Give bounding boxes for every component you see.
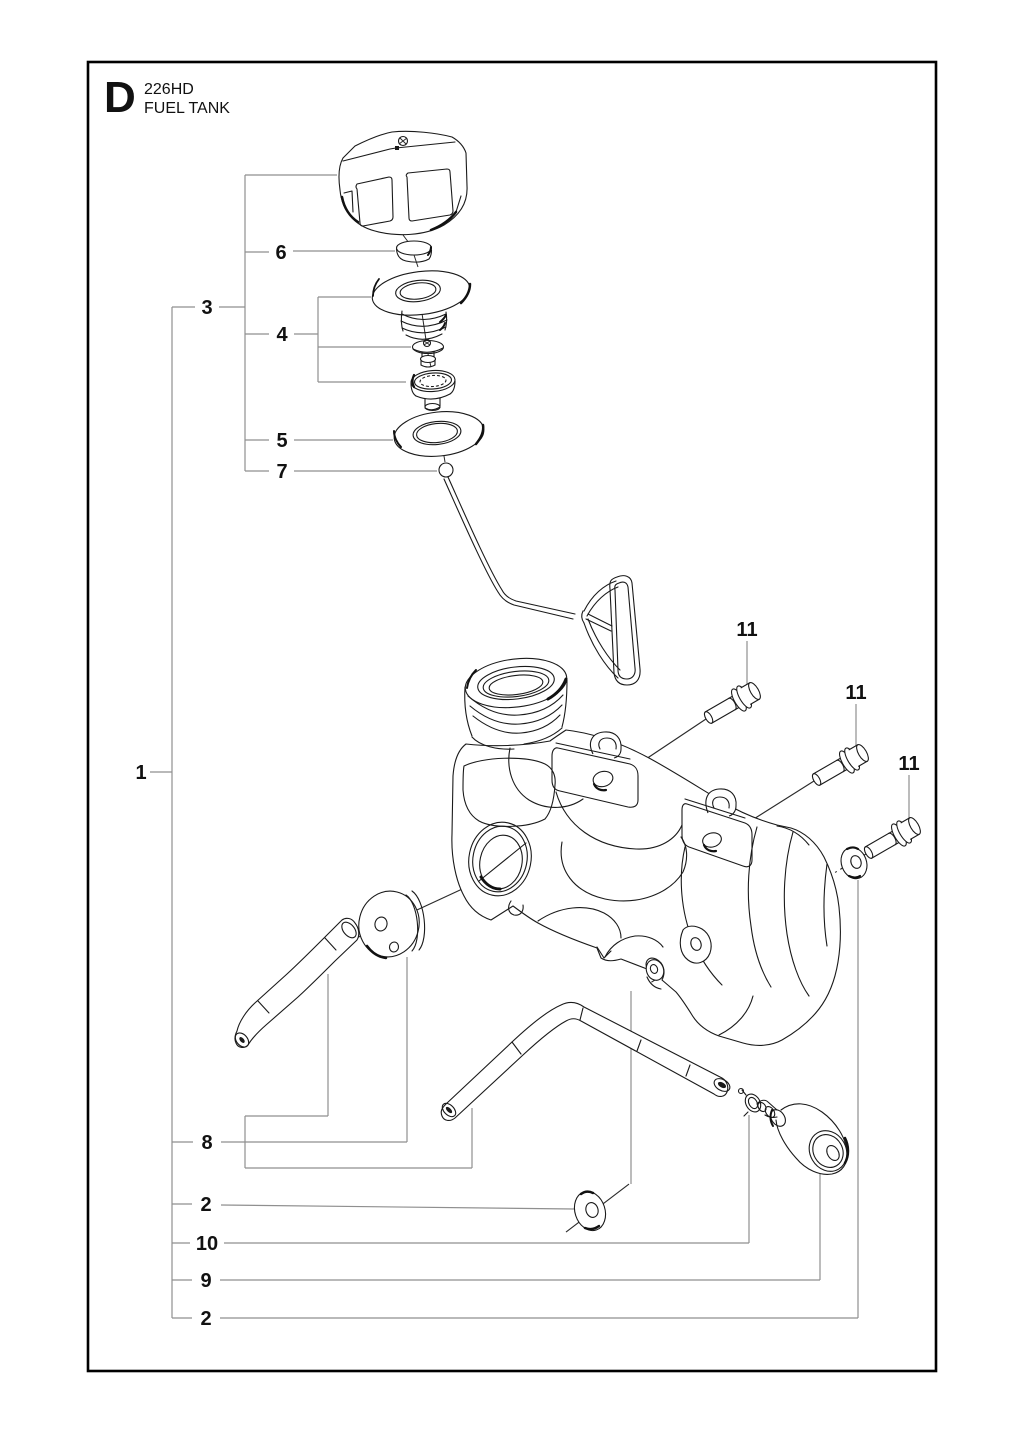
- hose-grommet: [352, 885, 426, 964]
- cap-seal-disc: [397, 241, 432, 262]
- air-valve: [413, 340, 444, 368]
- callout-7: 7: [276, 461, 288, 483]
- retainer-ball: [439, 463, 453, 477]
- screw-2: [808, 740, 872, 792]
- callout-8: 8: [201, 1132, 213, 1154]
- callout-11a: 11: [736, 619, 758, 641]
- callout-1: 1: [135, 762, 147, 784]
- callout-9: 9: [200, 1270, 212, 1292]
- callout-11c: 11: [898, 753, 920, 775]
- diagram-border: [88, 62, 936, 1371]
- cap-gasket: [392, 407, 486, 460]
- washer-bottom: [570, 1187, 611, 1234]
- callout-11b: 11: [845, 682, 867, 704]
- fuel-hose-long: [440, 1003, 732, 1121]
- screw-3: [860, 813, 924, 865]
- fuel-hose-short: [233, 918, 359, 1049]
- callout-2b: 2: [200, 1308, 212, 1330]
- section-letter: D: [104, 73, 136, 122]
- callout-2a: 2: [200, 1194, 212, 1216]
- diagram-header: [104, 73, 230, 122]
- fuel-tank-body: [452, 728, 841, 1045]
- cap-retainer: [439, 463, 640, 685]
- fuel-cap: [339, 131, 467, 234]
- filler-grommet: [370, 266, 473, 340]
- model-label: 226HD: [144, 81, 194, 98]
- valve-cup: [410, 369, 455, 411]
- callout-4: 4: [276, 324, 288, 346]
- cap-crease-mark: [395, 146, 399, 150]
- section-title: FUEL TANK: [144, 100, 230, 117]
- callout-10: 10: [195, 1233, 219, 1255]
- callout-5: 5: [276, 430, 288, 452]
- fuel-filter: [756, 1100, 854, 1178]
- filler-neck: [462, 653, 569, 736]
- callout-6: 6: [275, 242, 287, 264]
- screw-1: [700, 678, 764, 730]
- callout-3: 3: [201, 297, 213, 319]
